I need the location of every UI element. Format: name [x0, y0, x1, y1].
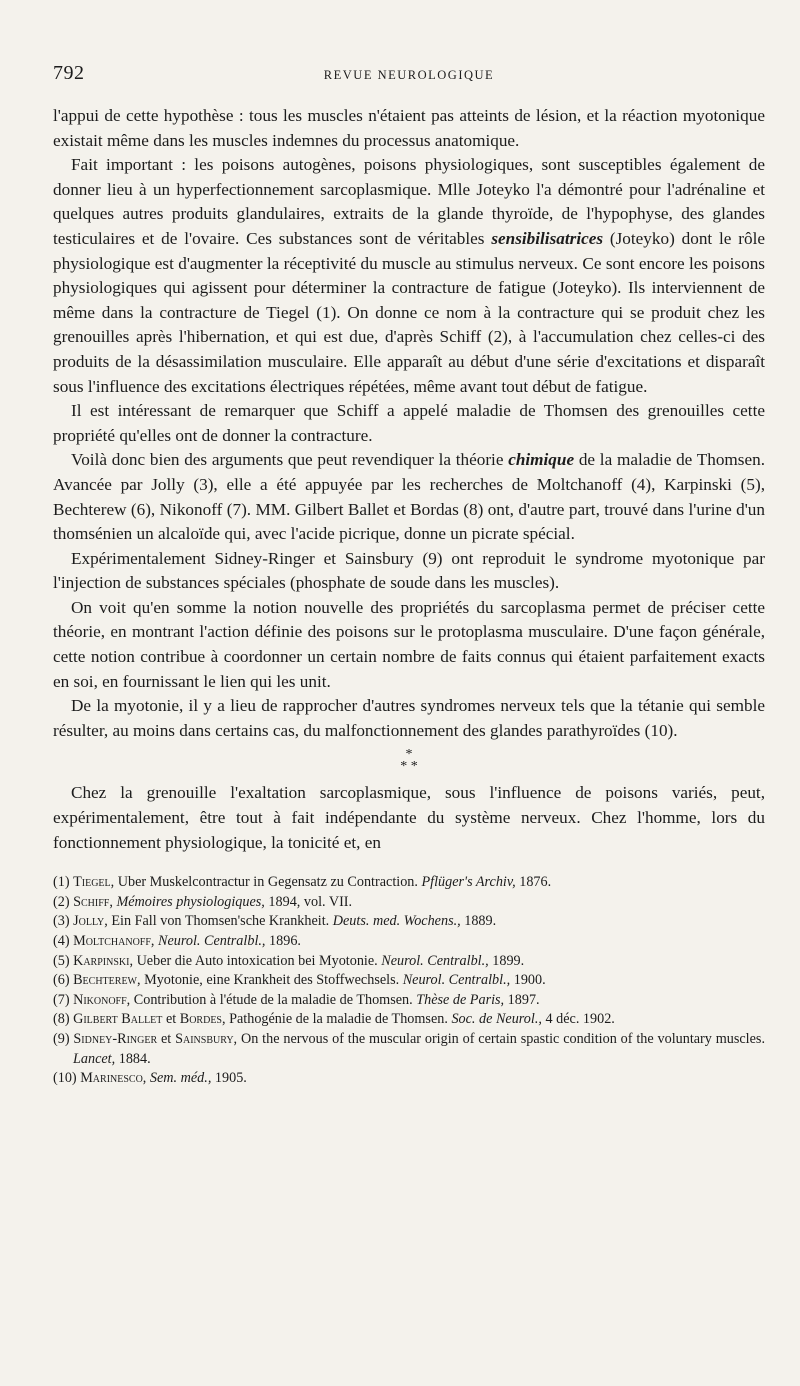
footnote: (10) Marinesco, Sem. méd., 1905. [53, 1070, 247, 1087]
section-separator: * * * [400, 747, 418, 775]
footnote: (5) Karpinski, Ueber die Auto intoxication bei Myotonie. Neurol. Centralbl., 1899. [53, 952, 525, 969]
journal-title: REVUE NEUROLOGIQUE [323, 68, 495, 82]
paragraph: Chez la grenouille l'exaltation sarcoplasmique, sous l'influence de poisons variés, peut, expérimentalement, être tout à fait indépendante du système nerveux. Chez l'homme, lors du fonctionnement physiologique, la tonicité et, en [53, 783, 765, 852]
paragraph: Fait important : les poisons autogènes, poisons physiologiques, sont susceptibles également de donner lieu à un hyperfectionnement sarcoplasmique. Mlle Joteyko l'a démontré pour l'adrénaline et quelques autres produits glandulaires, extraits de la glande thyroïde, de l'hypophyse, des glandes testiculaires et de l'ovaire. Ces substances sont de véritables sensibilisatrices (Joteyko) dont le rôle physiologique est d'augmenter la réceptivité du muscle au stimulus nerveux. Ce sont encore les poisons physiologiques qui agissent pour déterminer la contracture de fatigue (Joteyko). Ils interviennent de même dans la contracture de Tiegel (1). On donne ce nom à la contracture qui se produit chez les grenouilles après l'hibernation, et qui est due, d'après Schiff (2), à l'accumulation chez celles-ci des produits de la désassimilation musculaire. Elle apparaît au début d'une série d'excitations et disparaît sous l'influence des excitations électriques répétées, même avant tout début de fatigue. [53, 155, 765, 396]
paragraph: l'appui de cette hypothèse : tous les muscles n'étaient pas atteints de lésion, et la réaction myotonique existait même dans les muscles indemnes du processus anatomique. [53, 106, 765, 150]
footnote: (2) Schiff, Mémoires physiologiques, 1894, vol. VII. [53, 893, 353, 910]
emphasis: sensibilisatrices [491, 228, 604, 248]
footnote: (3) Jolly, Ein Fall von Thomsen'sche Krankheit. Deuts. med. Wochens., 1889. [53, 913, 497, 930]
emphasis: chimique [508, 450, 575, 470]
footnote: (7) Nikonoff, Contribution à l'étude de la maladie de Thomsen. Thèse de Paris, 1897. [53, 991, 540, 1008]
footnote: (1) Tiegel, Uber Muskelcontractur in Gegensatz zu Contraction. Pflüger's Archiv, 1876. [53, 874, 552, 891]
paragraph: Il est intéressant de remarquer que Schiff a appelé maladie de Thomsen des grenouilles cette propriété qu'elles ont de donner la contracture. [53, 401, 765, 445]
footnote: (9) Sidney-Ringer et Sainsbury, On the nervous of the muscular origin of certain spastic condition of the voluntary muscles. Lancet, 1884. [53, 1030, 765, 1067]
paragraph: De la myotonie, il y a lieu de rapprocher d'autres syndromes nerveux tels que la tétanie qui semble résulter, au moins dans certains cas, du malfonctionnement des glandes parathyroïdes (10). [53, 696, 765, 740]
footnote: (4) Moltchanoff, Neurol. Centralbl., 1896. [53, 933, 301, 949]
paragraph: Voilà donc bien des arguments que peut revendiquer la théorie chimique de la maladie de Thomsen. Avancée par Jolly (3), elle a été appuyée par les recherches de Moltchanoff (4), Karpinski (5), Bechterew (6), Nikonoff (7). MM. Gilbert Ballet et Bordas (8) ont, d'autre part, trouvé dans l'urine d'un thomsénien un alcaloïde qui, avec l'acide picrique, donne un picrate spécial. [53, 450, 766, 544]
footnote: (6) Bechterew, Myotonie, eine Krankheit des Stoffwechsels. Neurol. Centralbl., 1900. [53, 972, 546, 989]
footnote: (8) Gilbert Ballet et Bordes, Pathogénie de la maladie de Thomsen. Soc. de Neurol., 4 déc. 1902. [53, 1011, 615, 1028]
paragraph: On voit qu'en somme la notion nouvelle des propriétés du sarcoplasma permet de préciser cette théorie, en montrant l'action définie des poisons sur le protoplasma musculaire. D'une façon générale, cette notion contribue à coordonner un certain nombre de faits connus qui étaient parfaitement exacts en soi, en fournissant le lien qui les unit. [53, 597, 765, 691]
paragraph: Expérimentalement Sidney-Ringer et Sainsbury (9) ont reproduit le syndrome myotonique par l'injection de substances spéciales (phosphate de soude dans les muscles). [53, 548, 765, 593]
body-text [53, 104, 765, 855]
running-head [53, 62, 765, 94]
page-number: 792 [53, 62, 85, 84]
page [53, 62, 765, 1089]
footnotes [53, 873, 765, 1089]
